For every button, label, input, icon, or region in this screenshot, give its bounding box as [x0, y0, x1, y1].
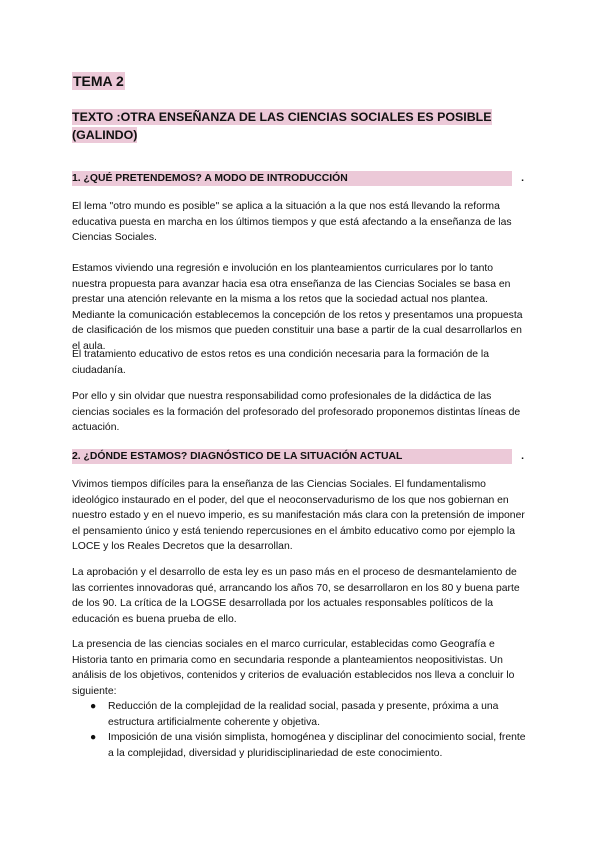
bullet-icon: ● — [90, 732, 97, 744]
section-2-paragraph: Vivimos tiempos difíciles para la enseñanza de las Ciencias Sociales. El fundamentalismo ideológico instaurado en el poder, del que el neoconservadurismo de los que nos gobiernan en nuestro estado y en el nuevo imperio, es su manifestación más clara con la pretensión de imponer el pensamiento único y está teniendo repercusiones en el ámbito educativo como por ejemplo la LOCE y los Reales Decretos que la desarrollan. — [72, 479, 525, 553]
list-item — [72, 730, 528, 761]
section-1-heading-text: 1. ¿QUÉ PRETENDEMOS? A MODO DE INTRODUCCIÓN — [72, 173, 348, 184]
document-title-text: TEXTO :OTRA ENSEÑANZA DE LAS CIENCIAS SOCIALES ES POSIBLE (GALINDO) — [72, 110, 492, 142]
section-1-paragraph: Por ello y sin olvidar que nuestra responsabilidad como profesionales de la didáctica de las ciencias sociales es la formación del profesorado del profesorado proponemos distintas líneas de actuación. — [72, 391, 521, 434]
conclusions-list — [72, 699, 528, 761]
section-1-heading-trailing: . — [521, 173, 524, 184]
section-1-heading — [72, 171, 524, 186]
list-item-text: Imposición de una visión simplista, homogénea y disciplinar del conocimiento social, frente a la complejidad, diversidad y pluridisciplinariedad de este conocimiento. — [108, 732, 526, 759]
section-2-heading-trailing: . — [521, 451, 524, 462]
list-item-text: Reducción de la complejidad de la realidad social, pasada y presente, próxima a una estructura artificialmente coherente y objetiva. — [108, 701, 499, 728]
section-2-heading-text: 2. ¿DÓNDE ESTAMOS? DIAGNÓSTICO DE LA SITUACIÓN ACTUAL — [72, 451, 403, 462]
list-item — [72, 699, 528, 730]
section-1-paragraph: El tratamiento educativo de estos retos es una condición necesaria para la formación de la ciudadanía. — [72, 349, 490, 376]
section-2-paragraph: La aprobación y el desarrollo de esta ley es un paso más en el proceso de desmantelamiento de las corrientes innovadoras qué, arrancando los años 70, se desarrollaron en los 80 y buena parte de los 90. La crítica de la LOGSE desarrollada por los actuales responsables políticos de la educación es buena prueba de ello. — [72, 567, 520, 625]
section-2-heading — [72, 449, 524, 464]
section-2-paragraph: La presencia de las ciencias sociales en el marco curricular, establecidas como Geografía e Historia tanto en primaria como en secundaria responde a planteamientos neopositivistas. Un análisis de los objetivos, contenidos y criterios de evaluación establecidos nos lleva a concluir lo siguiente: — [72, 639, 515, 697]
document-title — [72, 108, 522, 144]
topic-label: TEMA 2 — [73, 73, 124, 89]
bullet-icon: ● — [90, 701, 97, 712]
section-1-paragraph: Estamos viviendo una regresión e involución en los planteamientos curriculares por lo tanto nuestra propuesta para avanzar hacia esa otra enseñanza de las Ciencias Sociales se basa en prestar una atención relevante en la misma a los retos que la sociedad actual nos plantea. Mediante la comunicación establecemos la concepción de los retos y presentamos una propuesta de clasificación de los mismos que pueden constituir una base a partir de la cual desarrollarlos en el aula. — [72, 263, 523, 352]
section-1-paragraph: El lema "otro mundo es posible" se aplica a la situación a la que nos está llevando la reforma educativa puesta en marcha en los últimos tiempos y que está afectando a la enseñanza de las Ciencias Sociales. — [72, 201, 512, 244]
